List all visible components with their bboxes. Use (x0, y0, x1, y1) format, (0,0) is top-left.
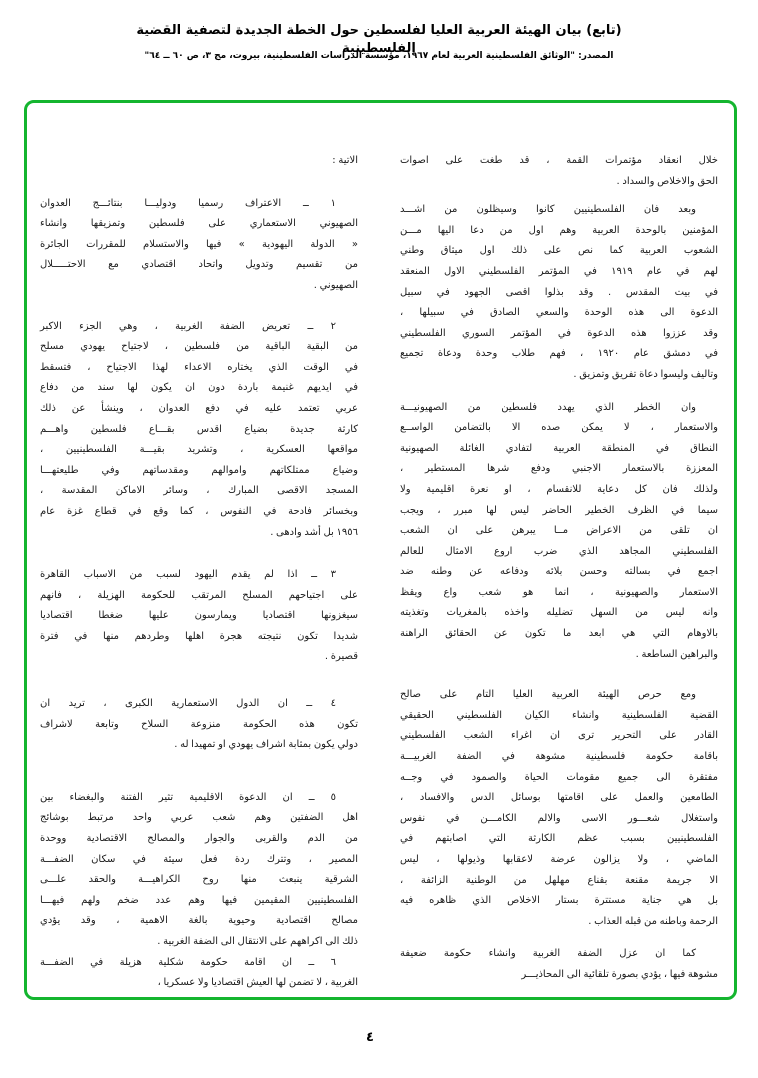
document-title: (تابع) بيان الهيئة العربية العليا لفلسطين حول الخطة الجديدة لتصفية القضية الفلسطينية (136, 23, 622, 56)
text-line: والاستعمار ، لا يمكن صده الا بالتضامن الواســع (400, 422, 718, 434)
numbered-item (40, 565, 358, 668)
text-line: تكون هذه الحكومة منزوعة السلاح وتابعة لاشراف (40, 718, 358, 730)
text-line: الفلسطيني المجاهد الذي ضرب اروع الامثال للعالم (400, 545, 718, 557)
numbered-item (40, 694, 358, 756)
text-line: مصالح اقتصادية وحيوية بالغة الاهمية ، وقد يؤدي (40, 915, 358, 927)
text-line: الصهيوني . (313, 279, 358, 291)
text-line: سيما في الظرف الخطير الحاضر ليس لها مبرر ، ويجب (400, 504, 718, 516)
text-line: عربي تعتمد عليه في دفع العدوان ، وينشأ عن ذلك (40, 402, 358, 414)
text-line: القضية الفلسطينية وانشاء الكيان الفلسطيني الحقيقي (400, 709, 718, 721)
text-line: من الدم والقربى والجوار والمصالح الاقتصادية ووحدة (40, 833, 358, 845)
text-line: الطامعين والعمل على اقامتها بوسائل الدس والافساد ، (400, 792, 718, 804)
text-line: النطاق في المنطقة العربية لتفادي الغائلة الصهيونية (400, 442, 718, 454)
text-line: الا جريمة مقنعة بقناع مهلهل من الوطنية الزائفة ، (400, 874, 718, 886)
text-line: وقد عززوا هذه الدعوة في المؤتمر السوري الفلسطيني (400, 327, 718, 339)
text-line: الشرقية ينبعث منها روح الكراهيـــة والحقد علـــى (40, 874, 358, 886)
document-source: المصدر: "الوثائق الفلسطينية العربية لعام ١٩٦٧، مؤسسة الدراسات الفلسطينية، بيروت، مج ٣، ص ٦٠ ــ ٦٤" (144, 51, 614, 61)
text-line: الدعوة الى هذه الوحدة والسعي الصادق في سبيلها ، (400, 307, 718, 319)
text-line: مواقعها العسكرية ، وتشريد بقيـــة الفلسطينيين ، (40, 444, 358, 456)
text-line: وضياع ممتلكاتهم واموالهم ومقدساتهم وفي طليعتهـــا (40, 464, 358, 476)
text-line: قصيرة . (324, 651, 358, 663)
text-line: في بيت المقدس . وقد بذلوا اقصى الجهود في سبيل (400, 286, 718, 298)
text-line: الاستعمار والصهيونية ، انما هو شعب واع ويقظ (400, 586, 718, 598)
text-line: ومع حرص الهيئة العربية العليا التام على صالح (400, 689, 696, 701)
text-line: دولي يكون بمثابة اشراف يهودي او تمهيدا له . (174, 739, 358, 751)
right-column (400, 151, 718, 986)
text-line: اجمع في بسالته وحسن بلائه ودفاعه عن وطنه ضد (400, 566, 718, 578)
text-line: بل هي جناية مستترة بستار الاخلاص الذي ظاهره فيه (400, 895, 718, 907)
text-line: وان الخطر الذي يهدد فلسطين من الصهيونيـــة (400, 401, 696, 413)
text-line: اهل الضفتين وهم شعب عربي واحد مرتبط بوشائج (40, 812, 358, 824)
right-paragraph (400, 398, 718, 666)
text-line: خلال انعقاد مؤتمرات القمة ، قد طغت على اصوات (400, 155, 718, 166)
numbered-item (40, 953, 358, 994)
text-line: وتاليف وليسوا دعاة تفريق وتمزيق . (573, 368, 718, 380)
text-line: شديدا تكون نتيجته هجرة اهلها وطردهم منها في فترة (40, 630, 358, 642)
text-line: وانه ليس من السهل تضليله واخذه بالمغريات وتغذيته (400, 607, 718, 619)
text-line: في ايديهم غنيمة باردة دون ان يكون لها سند من دفاع (40, 382, 358, 394)
text-line: والبراهين الساطعة . (635, 648, 718, 660)
text-line: القادر على التحرير ترى ان اغراء الشعب الفلسطيني (400, 730, 718, 742)
text-line: لهم في عام ١٩١٩ في المؤتمر الفلسطيني الاول المنعقد (400, 265, 718, 277)
text-line: ١٩٥٦ بل أشد وادهى . (270, 526, 358, 538)
text-line: كارثة جديدة بضياع اقدس بقـــاع فلسطين واهـــم (40, 423, 358, 435)
text-line: المصير ، وتترك ردة فعل سيئة في سكان الضفـــة (40, 853, 358, 865)
text-line: المسجد الاقصى المبارك ، وسائر الاماكن المقدسة ، (40, 485, 358, 497)
text-line: الصهيوني الاستعماري على فلسطين وتمزيقها وانشاء (40, 218, 358, 230)
text-line: المؤمنين بالوحدة العربية وهم اول من دعا اليها مـــن (400, 224, 718, 236)
text-line: المعززة بالاستعمار الاجنبي ودفع شرها المستطير ، (400, 463, 718, 475)
text-line: وبخسائر فادحة في النفوس ، كما وقع في قطاع غزة عام (40, 505, 358, 517)
text-line: الماضي ، ولا يزالون عرضة لاعقابها وذيولها ، ليس (400, 854, 718, 865)
text-line: ٢ ــ تعريض الضفة الغربية ، وهي الجزء الاكبر (40, 320, 336, 332)
text-line: « الدولة اليهودية » فيها والاستسلام للمقررات الجائرة (40, 238, 358, 250)
text-line: في الوقت الذي يختاره الاعداء لهذا الاجتياح ، فتسقط (40, 361, 358, 373)
text-line: ١ ــ الاعتراف رسميا ودوليـــا بنتائـــج العدوان (40, 197, 336, 209)
text-line: الفلسطينيين المقيمين فيها وهم عدد ضخم ولهم فيهـــا (40, 894, 358, 906)
text-line: ٦ ــ ان اقامة حكومة شكلية هزيلة في الضفـــة (40, 956, 336, 968)
text-line: ولذلك فان كل دعاية للانقسام ، او نعرة اقليمية ولا (400, 483, 718, 495)
text-line: كما ان عزل الضفة الغربية وانشاء حكومة ضعيفة (400, 948, 696, 960)
text-line: على اجتياحهم المسلح المرتقب للحكومة الهزيلة ، فانهم (40, 589, 358, 601)
text-line: ٣ ــ اذا لم يقدم اليهود لسبب من الاسباب القاهرة (40, 569, 336, 581)
text-line: سيغزونها اقتصاديا ويمارسون عليها ضغطا اقتصاديا (40, 610, 358, 622)
text-line: الفلسطينيين بسبب عظم الكارثة التي اصابتهم في (400, 833, 718, 845)
text-line: باقامة حكومة فلسطينية مشوهة في الضفة الغربيـــة (400, 751, 718, 763)
text-line: ذلك الى اكراههم على الانتقال الى الضفة الغربية . (157, 936, 358, 947)
numbered-item (40, 788, 358, 953)
text-line: في دمشق عام ١٩٢٠ ، فهم طلاب وحدة ودعاة تجميع (400, 348, 718, 360)
left-column (40, 151, 358, 994)
text-line: مفتقرة الى جميع مقومات الحياة والصمود في وجــه (400, 771, 718, 783)
text-line: الغربية ، لا تضمن لها العيش اقتصاديا ولا عسكريا ، (157, 977, 358, 989)
right-paragraph (400, 685, 718, 932)
numbered-item (40, 317, 358, 544)
text-line: ان تلقى من الاعراض مــا يبرهن على ان الشعب (400, 525, 718, 537)
list-intro: الاتية : (332, 155, 358, 166)
right-paragraph (400, 200, 718, 385)
text-line: ٤ ــ ان الدول الاستعمارية الكبرى ، تريد ان (40, 698, 336, 710)
right-paragraph (400, 944, 718, 985)
text-line: مشوهة فيها ، يؤدي بصورة تلقائية الى المحاذيـــر (521, 968, 718, 980)
text-line: وبعد فان الفلسطينيين كانوا وسيظلون من اشـــد (400, 204, 696, 216)
text-line: من البقية الباقية من فلسطين ، لاجتياح يهودي مسلح (40, 341, 358, 353)
text-line: بالاوهام التي هي ابعد ما تكون عن الحقائق الراهنة (400, 628, 718, 640)
text-line: ٥ ــ ان الدعوة الاقليمية تثير الفتنة والبغضاء بين (40, 791, 336, 803)
right-paragraph (400, 151, 718, 192)
text-line: الشعوب العربية كما نص على ذلك اول ميثاق وطني (400, 245, 718, 257)
text-line: الحق والاخلاص والسداد . (616, 175, 718, 187)
numbered-item (40, 194, 358, 297)
text-line: من تقسيم وتدويل واتحاد اقتصادي مع الاحتـــــلال (40, 259, 358, 271)
text-line: واستغلال شعـــور الاسى والالم الكامـــن في نفوس (400, 812, 718, 824)
page-number: ٤ (366, 1030, 374, 1045)
text-line: الرحمة وباطنه من قبله العذاب . (588, 915, 718, 927)
